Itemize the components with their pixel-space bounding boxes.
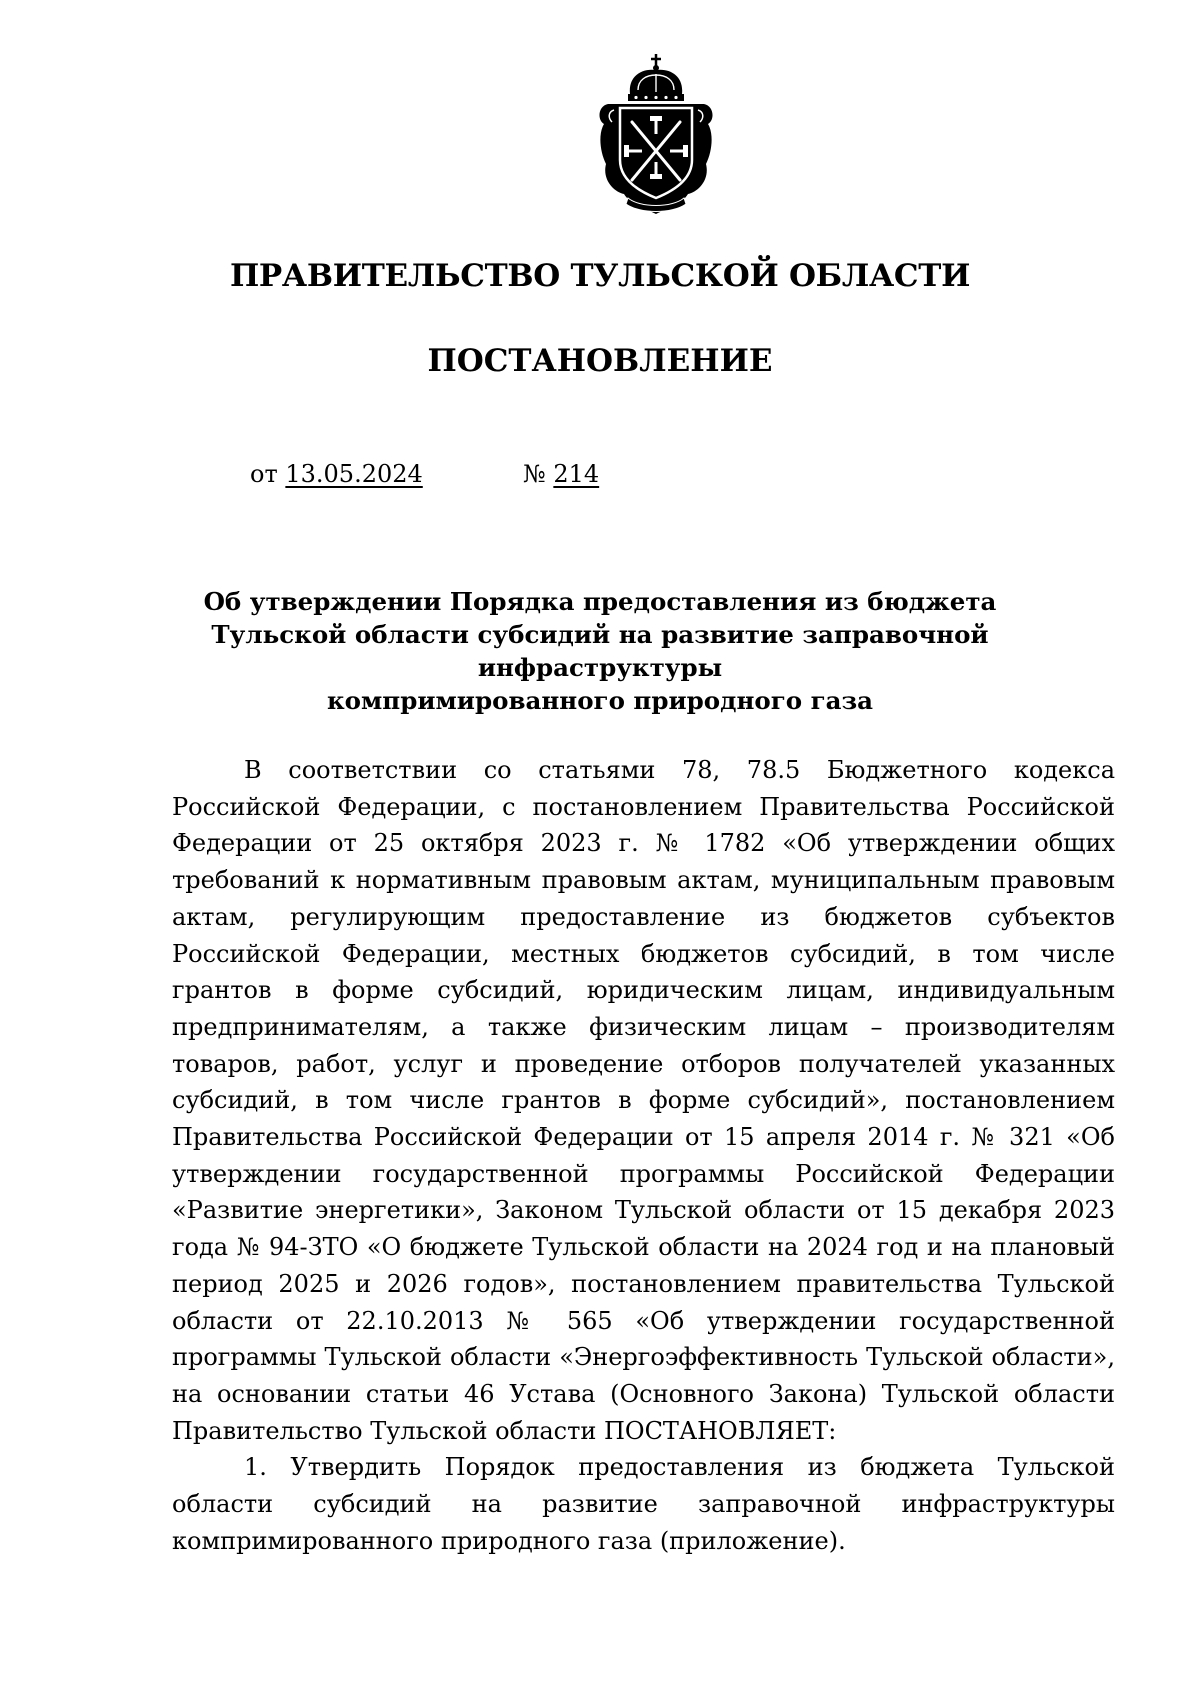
number-prefix: №: [523, 460, 554, 488]
title-line: Об утверждении Порядка предоставления из бюджета: [203, 587, 997, 616]
document-number-block: [523, 460, 599, 488]
document-type: ПОСТАНОВЛЕНИЕ: [427, 343, 773, 379]
coat-of-arms-emblem: [594, 52, 718, 218]
document-date: 13.05.2024: [285, 460, 423, 488]
document-title: [120, 585, 1080, 717]
organization-name: ПРАВИТЕЛЬСТВО ТУЛЬСКОЙ ОБЛАСТИ: [229, 258, 971, 294]
title-line: компримированного природного газа: [326, 686, 874, 715]
crown-icon: [628, 54, 684, 101]
date-prefix: от: [250, 460, 286, 488]
title-line: Тульской области субсидий на развитие заправочной инфраструктуры: [211, 620, 989, 682]
clause-1-paragraph: 1. Утвердить Порядок предоставления из бюджета Тульской области субсидий на развитие заправочной инфраструктуры компримированного природного газа (приложение).: [172, 1453, 1115, 1555]
document-body: [172, 752, 1115, 1559]
document-number: 214: [553, 460, 600, 488]
preamble-paragraph: В соответствии со статьями 78, 78.5 Бюджетного кодекса Российской Федерации, с постановлением Правительства Российской Федерации от 25 октября 2023 г. № 1782 «Об утверждении общих требований к нормативным правовым актам, муниципальным правовым актам, регулирующим предоставление из бюджетов субъектов Российской Федерации, местных бюджетов субсидий, в том числе грантов в форме субсидий, юридическим лицам, индивидуальным предпринимателям, а также физическим лицам – производителям товаров, работ, услуг и проведение отборов получателей указанных субсидий, в том числе грантов в форме субсидий», постановлением Правительства Российской Федерации от 15 апреля 2014 г. № 321 «Об утверждении государственной программы Российской Федерации «Развитие энергетики», Законом Тульской области от 15 декабря 2023 года № 94-ЗТО «О бюджете Тульской области на 2024 год и на плановый период 2025 и 2026 годов», постановлением правительства Тульской области от 22.10.2013 № 565 «Об утверждении государственной программы Тульской области «Энергоэффективность Тульской области», на основании статьи 46 Устава (Основного Закона) Тульской области Правительство Тульской области ПОСТАНОВЛЯЕТ:: [172, 756, 1115, 1445]
date-number-line: [250, 460, 600, 488]
